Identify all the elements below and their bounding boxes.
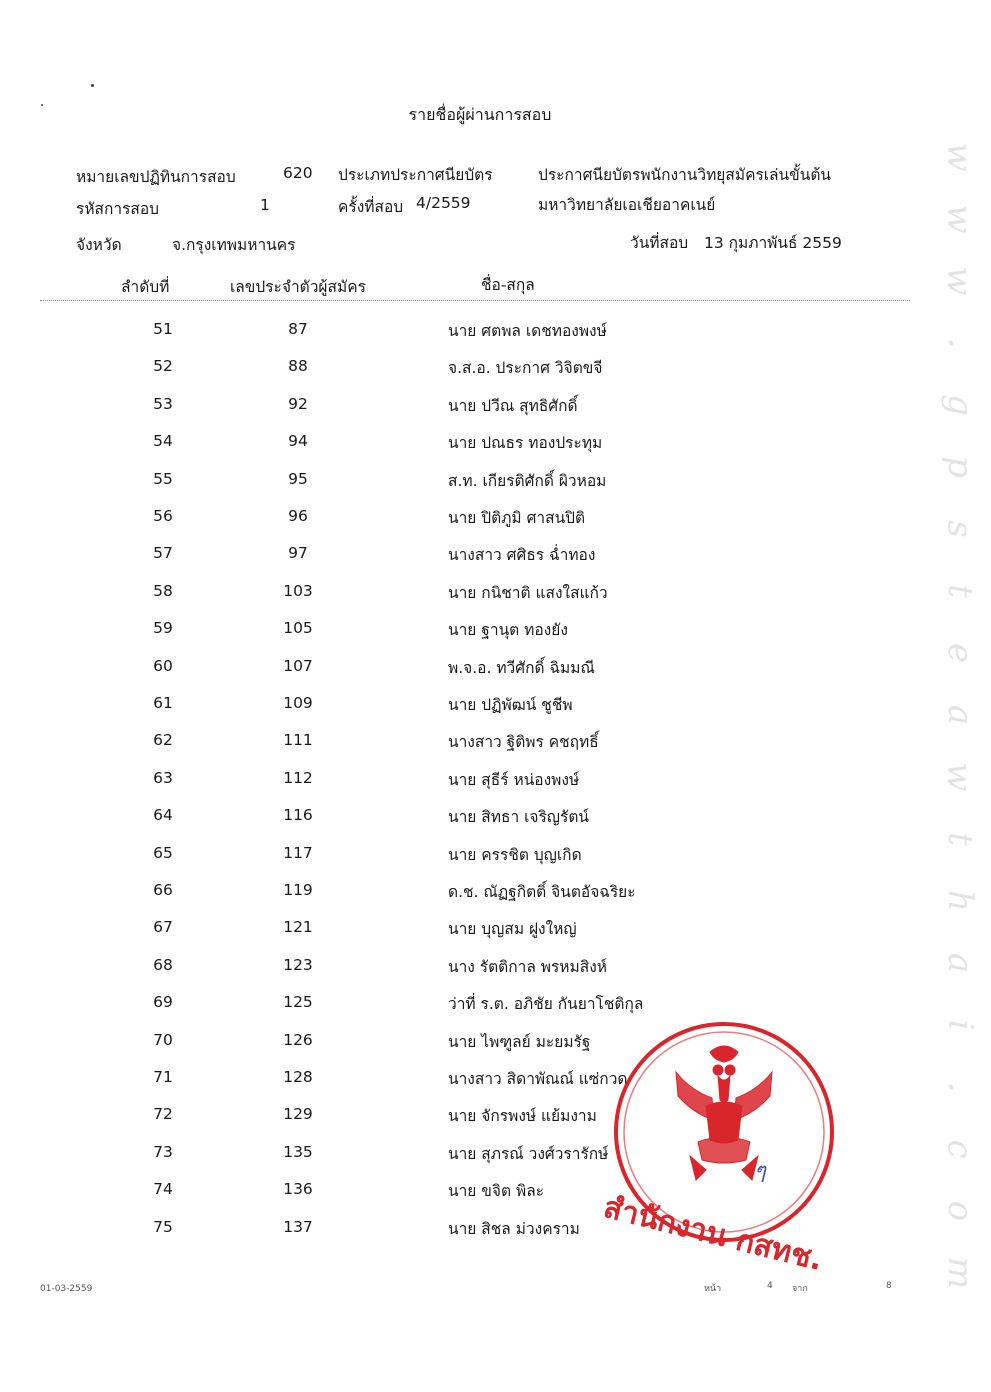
table-row [0, 470, 991, 507]
row-applicant-id: 105 [283, 619, 313, 638]
row-seq: 67 [153, 918, 173, 937]
row-seq: 75 [153, 1217, 173, 1236]
watermark [940, 140, 980, 1290]
row-seq: 66 [153, 881, 173, 899]
row-name: ด.ช. ณัฏฐกิตติ์ จินตอัจฉริยะ [448, 883, 636, 901]
row-seq: 62 [153, 731, 173, 750]
row-seq: 68 [153, 955, 173, 974]
table-row [0, 357, 991, 394]
row-seq: 64 [153, 806, 173, 825]
row-seq: 69 [153, 993, 173, 1012]
row-applicant-id: 112 [283, 768, 313, 787]
row-name: นาย บุญสม ฝูงใหญ่ [448, 920, 577, 939]
row-seq: 53 [153, 394, 173, 413]
table-row [0, 731, 991, 768]
table-row [0, 582, 991, 619]
row-applicant-id: 109 [283, 694, 313, 712]
row-applicant-id: 107 [283, 656, 313, 675]
province-value: จ.กรุงเทพมหานคร [172, 236, 296, 254]
table-row [0, 544, 991, 581]
venue: มหาวิทยาลัยเอเชียอาคเนย์ [538, 196, 716, 214]
watermark-char: s [939, 520, 980, 538]
page-label: หน้า [704, 1284, 722, 1294]
type-label: ประเภทประกาศนียบัตร [338, 166, 493, 184]
row-name: นาย ปิติภูมิ ศาสนปิติ [448, 509, 586, 527]
row-applicant-id: 95 [288, 469, 308, 488]
row-seq: 59 [153, 619, 173, 638]
of-label: จาก [792, 1284, 808, 1294]
code-label: รหัสการสอบ [76, 200, 160, 218]
type-value: ประกาศนียบัตรพนักงานวิทยุสมัครเล่นขั้นต้น [538, 166, 832, 184]
print-date: 01-03-2559 [40, 1284, 93, 1294]
round-value: 4/2559 [416, 194, 471, 212]
row-applicant-id: 123 [283, 955, 313, 974]
row-applicant-id: 103 [283, 581, 313, 600]
row-applicant-id: 137 [283, 1217, 313, 1236]
row-applicant-id: 92 [288, 394, 308, 413]
row-seq: 60 [153, 656, 173, 675]
row-applicant-id: 129 [283, 1105, 313, 1124]
date-value: 13 กุมภาพันธ์ 2559 [704, 234, 842, 252]
table-row [0, 806, 991, 843]
watermark-char: e [940, 642, 980, 664]
scan-dot [91, 84, 94, 87]
row-seq: 61 [153, 694, 173, 712]
row-name: นาย ฐานุต ทองยัง [448, 621, 568, 640]
row-name: นาย กนิชาติ แสงใสแก้ว [448, 583, 608, 602]
code-value: 1 [260, 196, 270, 214]
watermark-char: t [939, 832, 980, 846]
column-header-applicant-id: เลขประจำตัวผู้สมัคร [230, 278, 366, 296]
row-name: นาย จักรพงษ์ แย้มงาม [448, 1107, 597, 1126]
table-row [0, 918, 991, 955]
permit-value: 620 [283, 164, 313, 182]
table-row [0, 320, 991, 357]
watermark-char: w [939, 762, 980, 792]
row-applicant-id: 88 [288, 357, 308, 376]
row-seq: 65 [153, 843, 173, 862]
watermark-char: g [939, 394, 980, 416]
row-name: นาย ปณธร ทองประทุม [448, 434, 603, 453]
table-row [0, 993, 991, 1030]
date-label: วันที่สอบ [630, 234, 689, 252]
row-applicant-id: 117 [283, 843, 313, 862]
watermark-char: . [940, 1081, 980, 1093]
watermark-char: t [939, 584, 980, 598]
watermark-char: m [940, 1256, 980, 1290]
row-name: นางสาว ฐิติพร คชฤทธิ์ [448, 733, 599, 752]
row-name: นาย สิทธา เจริญรัตน์ [448, 808, 589, 827]
row-seq: 52 [153, 357, 173, 376]
row-applicant-id: 87 [288, 320, 308, 338]
table-row [0, 395, 991, 432]
stamp-text: สำนักงาน กสทช. [600, 1189, 827, 1279]
table-row [0, 507, 991, 544]
row-name: ส.ท. เกียรติศักดิ์ ผิวหอม [448, 471, 607, 490]
svg-text:ๆ: ๆ [754, 1159, 766, 1184]
row-name: นาย ปวีณ สุทธิศักดิ์ [448, 396, 578, 415]
row-seq: 72 [153, 1105, 173, 1124]
row-name: นางสาว สิดาพัณณ์ แซ่กวด [448, 1070, 628, 1088]
row-applicant-id: 135 [283, 1142, 313, 1161]
row-name: นาย ปฏิพัฒน์ ชูชีพ [448, 696, 573, 714]
row-name: ว่าที่ ร.ต. อภิชัย กันยาโชติกุล [448, 995, 644, 1014]
watermark-char: . [940, 337, 980, 349]
watermark-char: c [939, 1139, 980, 1159]
row-seq: 58 [153, 581, 173, 600]
row-applicant-id: 121 [283, 918, 313, 937]
row-applicant-id: 94 [288, 432, 308, 451]
row-name: นาย สิชล ม่วงคราม [448, 1219, 580, 1238]
row-name: จ.ส.อ. ประกาศ วิจิตขจี [448, 359, 603, 378]
watermark-char: o [939, 1200, 980, 1222]
row-applicant-id: 136 [283, 1180, 313, 1199]
header-divider [40, 300, 910, 301]
row-applicant-id: 125 [283, 993, 313, 1012]
row-name: นาง รัตติกาล พรหมสิงห์ [448, 957, 607, 976]
row-seq: 71 [153, 1068, 173, 1086]
watermark-char: h [940, 890, 980, 912]
watermark-char: a [940, 704, 980, 726]
row-name: นาย ศตพล เดชทองพงษ์ [448, 322, 607, 340]
table-row [0, 1218, 991, 1255]
page-number: 4 [767, 1281, 773, 1291]
province-label: จังหวัด [76, 236, 122, 254]
watermark-char: a [940, 952, 980, 974]
row-name: นาย ครรชิต บุญเกิด [448, 845, 582, 864]
table-row [0, 881, 991, 918]
row-applicant-id: 128 [283, 1068, 313, 1086]
table-row [0, 619, 991, 656]
permit-label: หมายเลขปฏิทินการสอบ [76, 168, 236, 186]
row-seq: 63 [153, 768, 173, 787]
table-row [0, 1031, 991, 1068]
row-applicant-id: 126 [283, 1030, 313, 1049]
table-row [0, 432, 991, 469]
row-seq: 54 [153, 432, 173, 451]
row-applicant-id: 97 [288, 544, 308, 563]
row-seq: 56 [153, 507, 173, 525]
row-applicant-id: 116 [283, 806, 313, 825]
column-header-seq: ลำดับที่ [121, 278, 170, 296]
round-label: ครั้งที่สอบ [338, 198, 404, 216]
table-row [0, 1105, 991, 1142]
watermark-char: i [940, 1019, 980, 1031]
row-name: นาย ขจิต พิละ [448, 1182, 545, 1201]
row-name: นาย สุภรณ์ วงศ์วรารักษ์ [448, 1144, 609, 1163]
page-total: 8 [886, 1281, 892, 1291]
watermark-char: p [939, 456, 980, 478]
row-name: พ.จ.อ. ทวีศักดิ์ ฉิมมณี [448, 658, 595, 677]
row-seq: 74 [153, 1180, 173, 1199]
table-row [0, 1143, 991, 1180]
row-seq: 55 [153, 469, 173, 488]
table-row [0, 844, 991, 881]
row-seq: 51 [153, 320, 173, 338]
table-row [0, 769, 991, 806]
document-title: รายชื่อผู้ผ่านการสอบ [408, 105, 552, 124]
row-applicant-id: 111 [283, 731, 313, 750]
row-seq: 70 [153, 1030, 173, 1049]
row-name: นาย ไพฑูลย์ มะยมรัฐ [448, 1032, 591, 1051]
row-name: นางสาว ศศิธร ฉ่ำทอง [448, 546, 596, 565]
row-applicant-id: 119 [283, 881, 313, 899]
table-row [0, 956, 991, 993]
table-row [0, 694, 991, 731]
watermark-char: w [939, 204, 980, 234]
table-row [0, 657, 991, 694]
table-row [0, 1068, 991, 1105]
row-name: นาย สุธีร์ หน่องพงษ์ [448, 770, 580, 789]
watermark-char: w [939, 266, 980, 296]
row-applicant-id: 96 [288, 507, 308, 525]
watermark-char: w [939, 142, 980, 172]
row-seq: 73 [153, 1142, 173, 1161]
row-seq: 57 [153, 544, 173, 563]
column-header-name: ชื่อ-สกุล [481, 276, 535, 294]
table-row [0, 1180, 991, 1217]
